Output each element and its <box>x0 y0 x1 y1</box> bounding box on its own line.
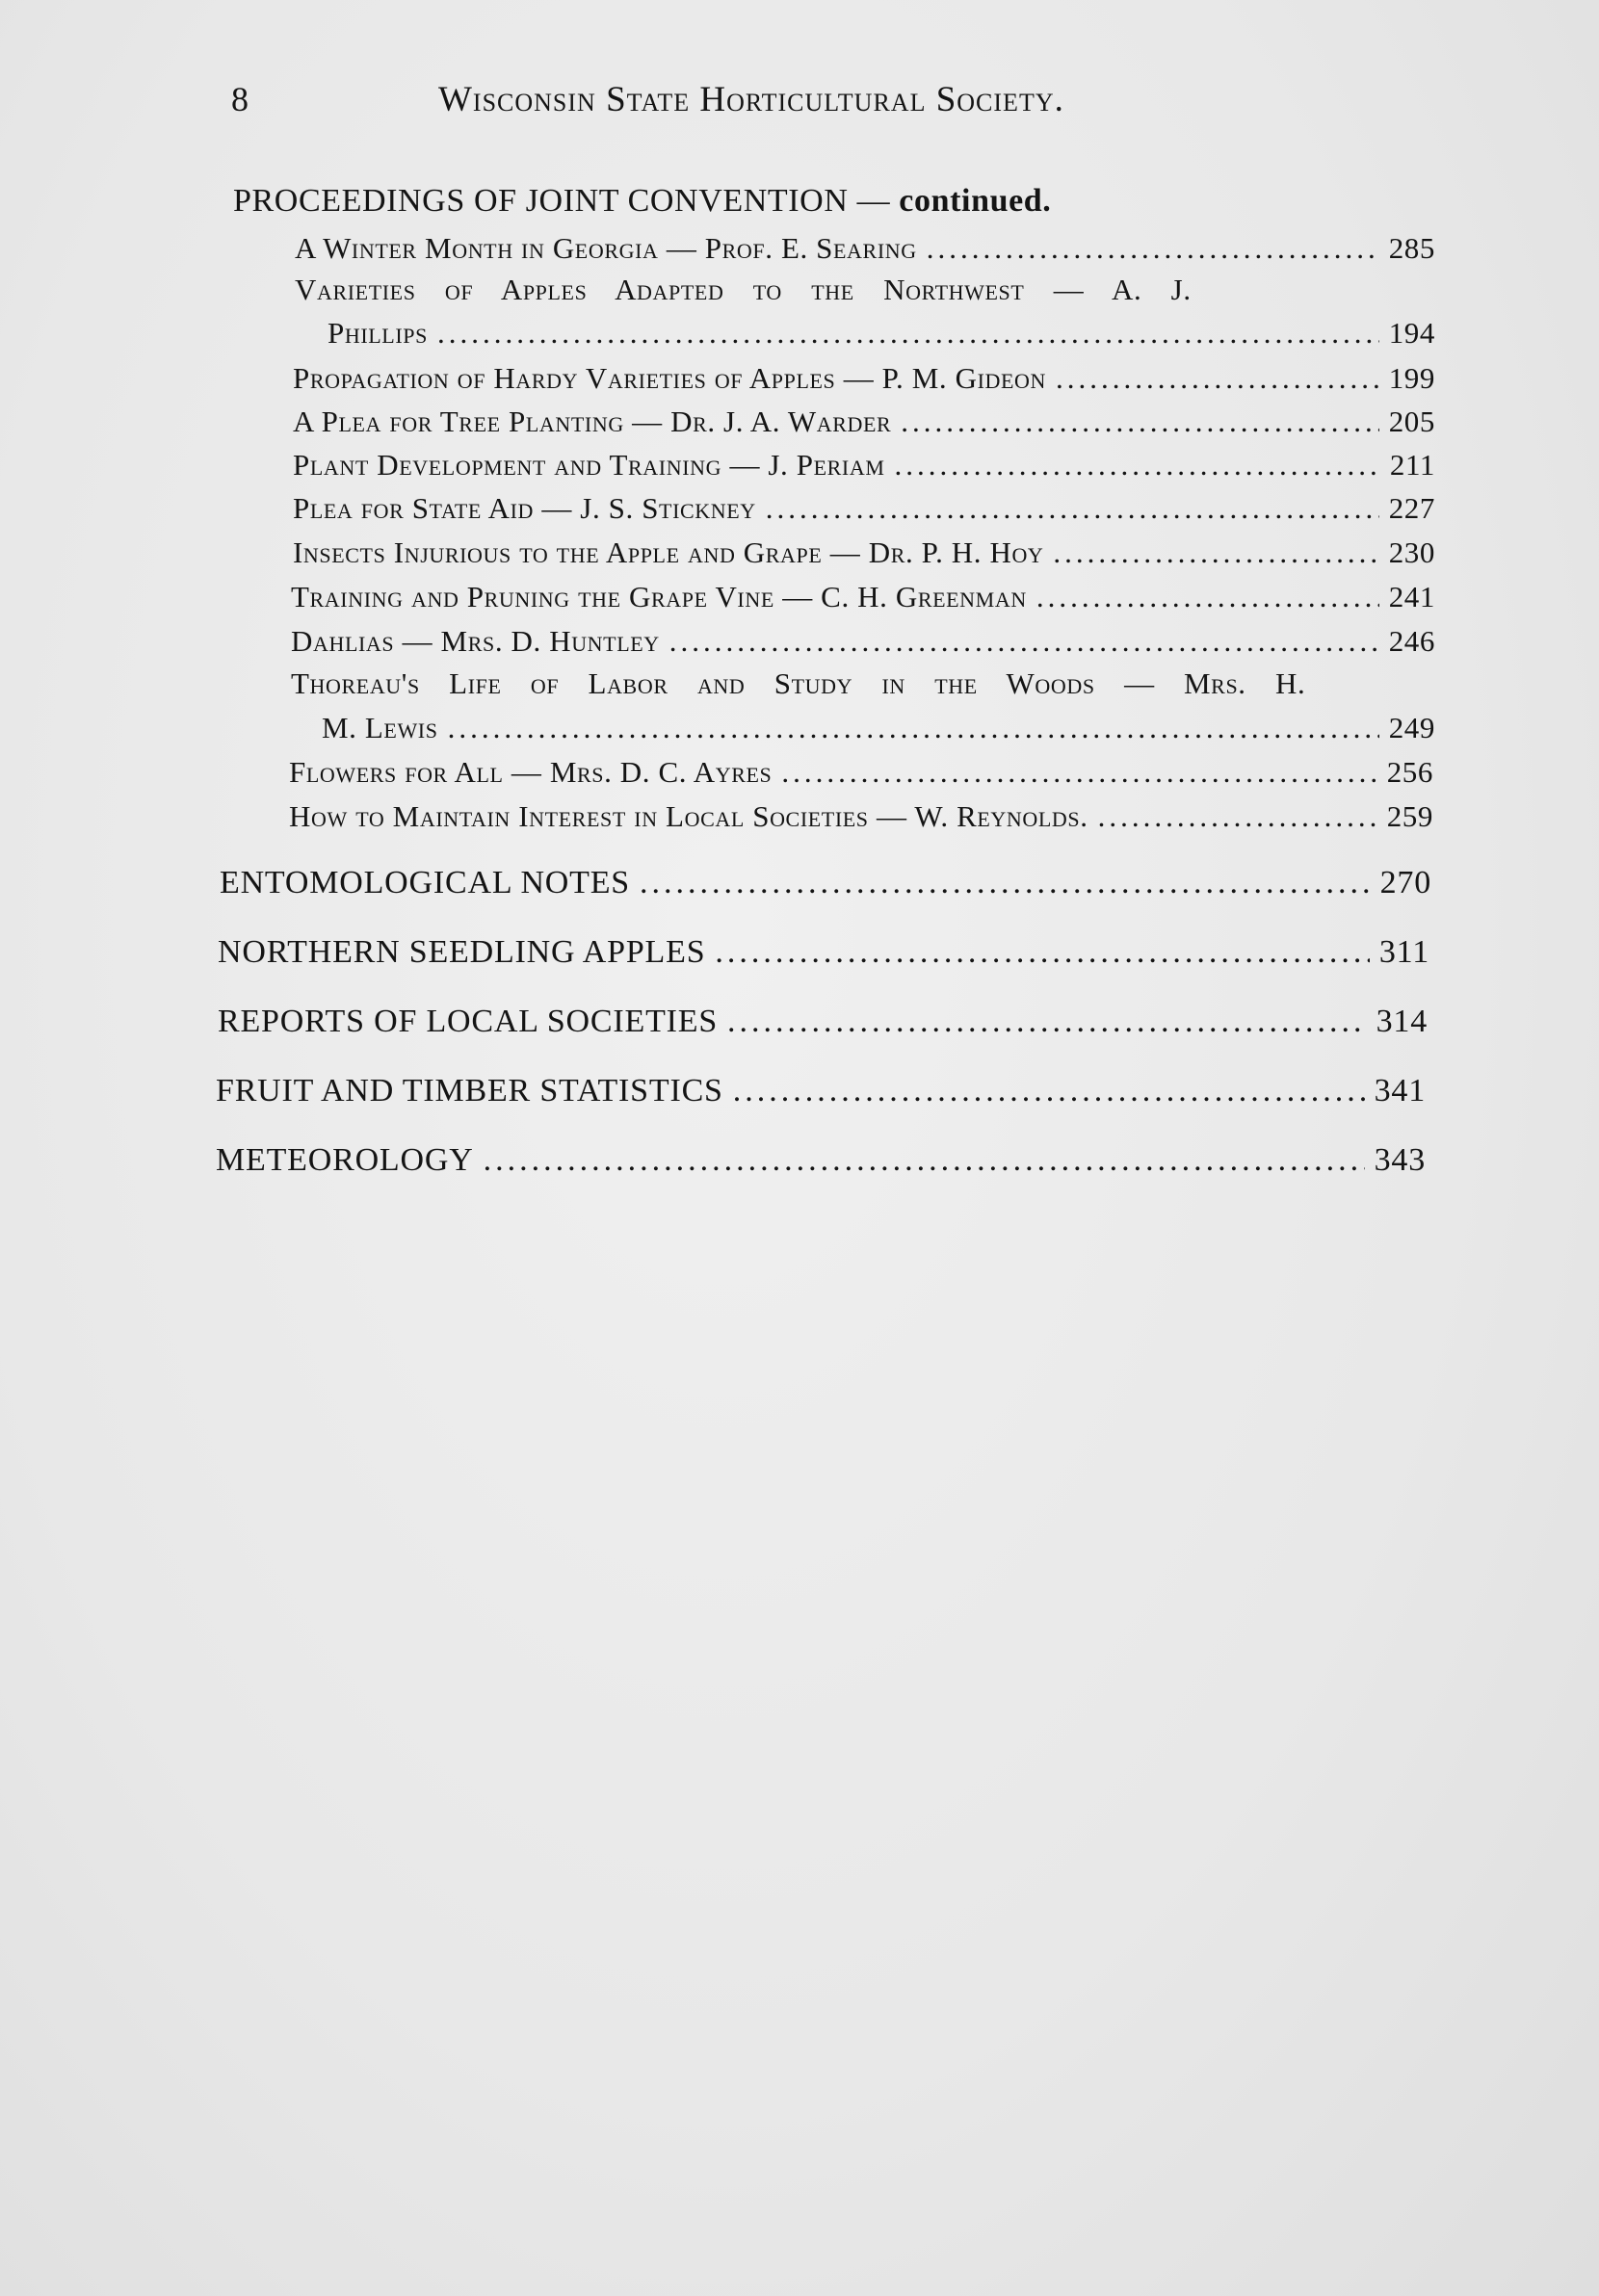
toc-entry-title: Plant Development and Training — J. Periam <box>293 448 885 482</box>
dot-leader <box>781 755 1376 790</box>
dot-leader <box>715 934 1369 971</box>
toc-entry <box>293 491 1435 526</box>
dot-leader <box>1036 580 1379 614</box>
toc-entry-title: Phillips <box>328 316 428 350</box>
dot-leader <box>640 865 1371 901</box>
toc-entry-title: Training and Pruning the Grape Vine — C. H. Greenman <box>291 580 1027 613</box>
dot-leader <box>1056 361 1379 396</box>
toc-major-entry <box>218 1004 1428 1040</box>
toc-entry-title-line1: Varieties of Apples Adapted to the Northwest — A. J. <box>295 273 1192 306</box>
toc-entry-title: Plea for State Aid — J. S. Stickney <box>293 491 756 525</box>
dot-leader <box>895 448 1380 483</box>
toc-entry-title: A Winter Month in Georgia — Prof. E. Searing <box>295 231 917 265</box>
toc-entry-title: Dahlias — Mrs. D. Huntley <box>291 624 660 658</box>
dot-leader <box>766 491 1379 526</box>
toc-major-page: 343 <box>1374 1142 1426 1178</box>
running-title: Wisconsin State Horticultural Society. <box>438 80 1064 119</box>
toc-entry-page: 199 <box>1388 361 1435 395</box>
toc-major-page: 270 <box>1379 865 1431 900</box>
toc-entry-page: 227 <box>1388 491 1435 525</box>
toc-entry <box>322 711 1435 745</box>
toc-major-title: FRUIT AND TIMBER STATISTICS <box>216 1073 723 1109</box>
toc-entry-page: 230 <box>1388 535 1435 569</box>
toc-entry <box>291 580 1435 614</box>
page-folio: 8 <box>231 80 249 118</box>
toc-entry-page: 285 <box>1388 231 1435 265</box>
toc-entry-title: A Plea for Tree Planting — Dr. J. A. Warder <box>293 404 892 438</box>
toc-major-title: NORTHERN SEEDLING APPLES <box>218 934 706 970</box>
toc-entry-title: How to Maintain Interest in Local Societies — W. Reynolds. <box>289 799 1088 833</box>
toc-entry-title: Propagation of Hardy Varieties of Apples — P. M. Gideon <box>293 361 1047 395</box>
toc-entry-title: Insects Injurious to the Apple and Grape — Dr. P. H. Hoy <box>293 535 1044 569</box>
toc-entry <box>293 448 1435 483</box>
toc-entry-title: Flowers for All — Mrs. D. C. Ayres <box>289 755 773 789</box>
toc-entry-page: 205 <box>1388 404 1435 438</box>
toc-major-entry <box>218 934 1429 971</box>
toc-entry <box>293 535 1435 570</box>
toc-major-title: REPORTS OF LOCAL SOCIETIES <box>218 1004 719 1039</box>
toc-entry-page: 259 <box>1386 799 1433 833</box>
toc-entry-page: 246 <box>1388 624 1435 658</box>
section-heading <box>233 183 1051 220</box>
dot-leader <box>727 1004 1367 1040</box>
dot-leader <box>1098 799 1377 834</box>
toc-entry-page: 256 <box>1386 755 1433 789</box>
toc-entry <box>289 799 1433 834</box>
toc-major-page: 314 <box>1376 1004 1428 1039</box>
dot-leader <box>437 316 1379 351</box>
section-continued-label: continued. <box>899 183 1052 219</box>
dot-leader <box>669 624 1379 659</box>
toc-major-page: 341 <box>1374 1073 1426 1109</box>
toc-entry-page: 211 <box>1389 448 1435 482</box>
toc-entry-page: 249 <box>1388 711 1435 744</box>
toc-major-entry <box>216 1073 1426 1109</box>
toc-entry-page: 241 <box>1388 580 1435 613</box>
dot-leader <box>1053 535 1378 570</box>
toc-entry <box>295 231 1435 266</box>
toc-major-entry <box>220 865 1431 901</box>
page-header <box>231 79 1271 137</box>
toc-entry <box>328 316 1435 351</box>
toc-entry-title-line1: Thoreau's Life of Labor and Study in the Woods — Mrs. H. <box>291 666 1306 700</box>
toc-entry <box>291 624 1435 659</box>
toc-entry <box>293 404 1435 439</box>
toc-major-page: 311 <box>1378 934 1429 970</box>
toc-major-title: ENTOMOLOGICAL NOTES <box>220 865 631 900</box>
section-heading-text: PROCEEDINGS OF JOINT CONVENTION — <box>233 183 891 219</box>
dot-leader <box>927 231 1379 266</box>
toc-major-title: METEOROLOGY <box>216 1142 474 1178</box>
toc-major-entry <box>216 1142 1426 1179</box>
dot-leader <box>484 1142 1365 1179</box>
dot-leader <box>733 1073 1365 1109</box>
toc-entry <box>293 361 1435 396</box>
toc-entry <box>289 755 1433 790</box>
toc-entry-page: 194 <box>1388 316 1435 350</box>
dot-leader <box>901 404 1378 439</box>
dot-leader <box>448 711 1379 745</box>
toc-entry-title: M. Lewis <box>322 711 438 744</box>
